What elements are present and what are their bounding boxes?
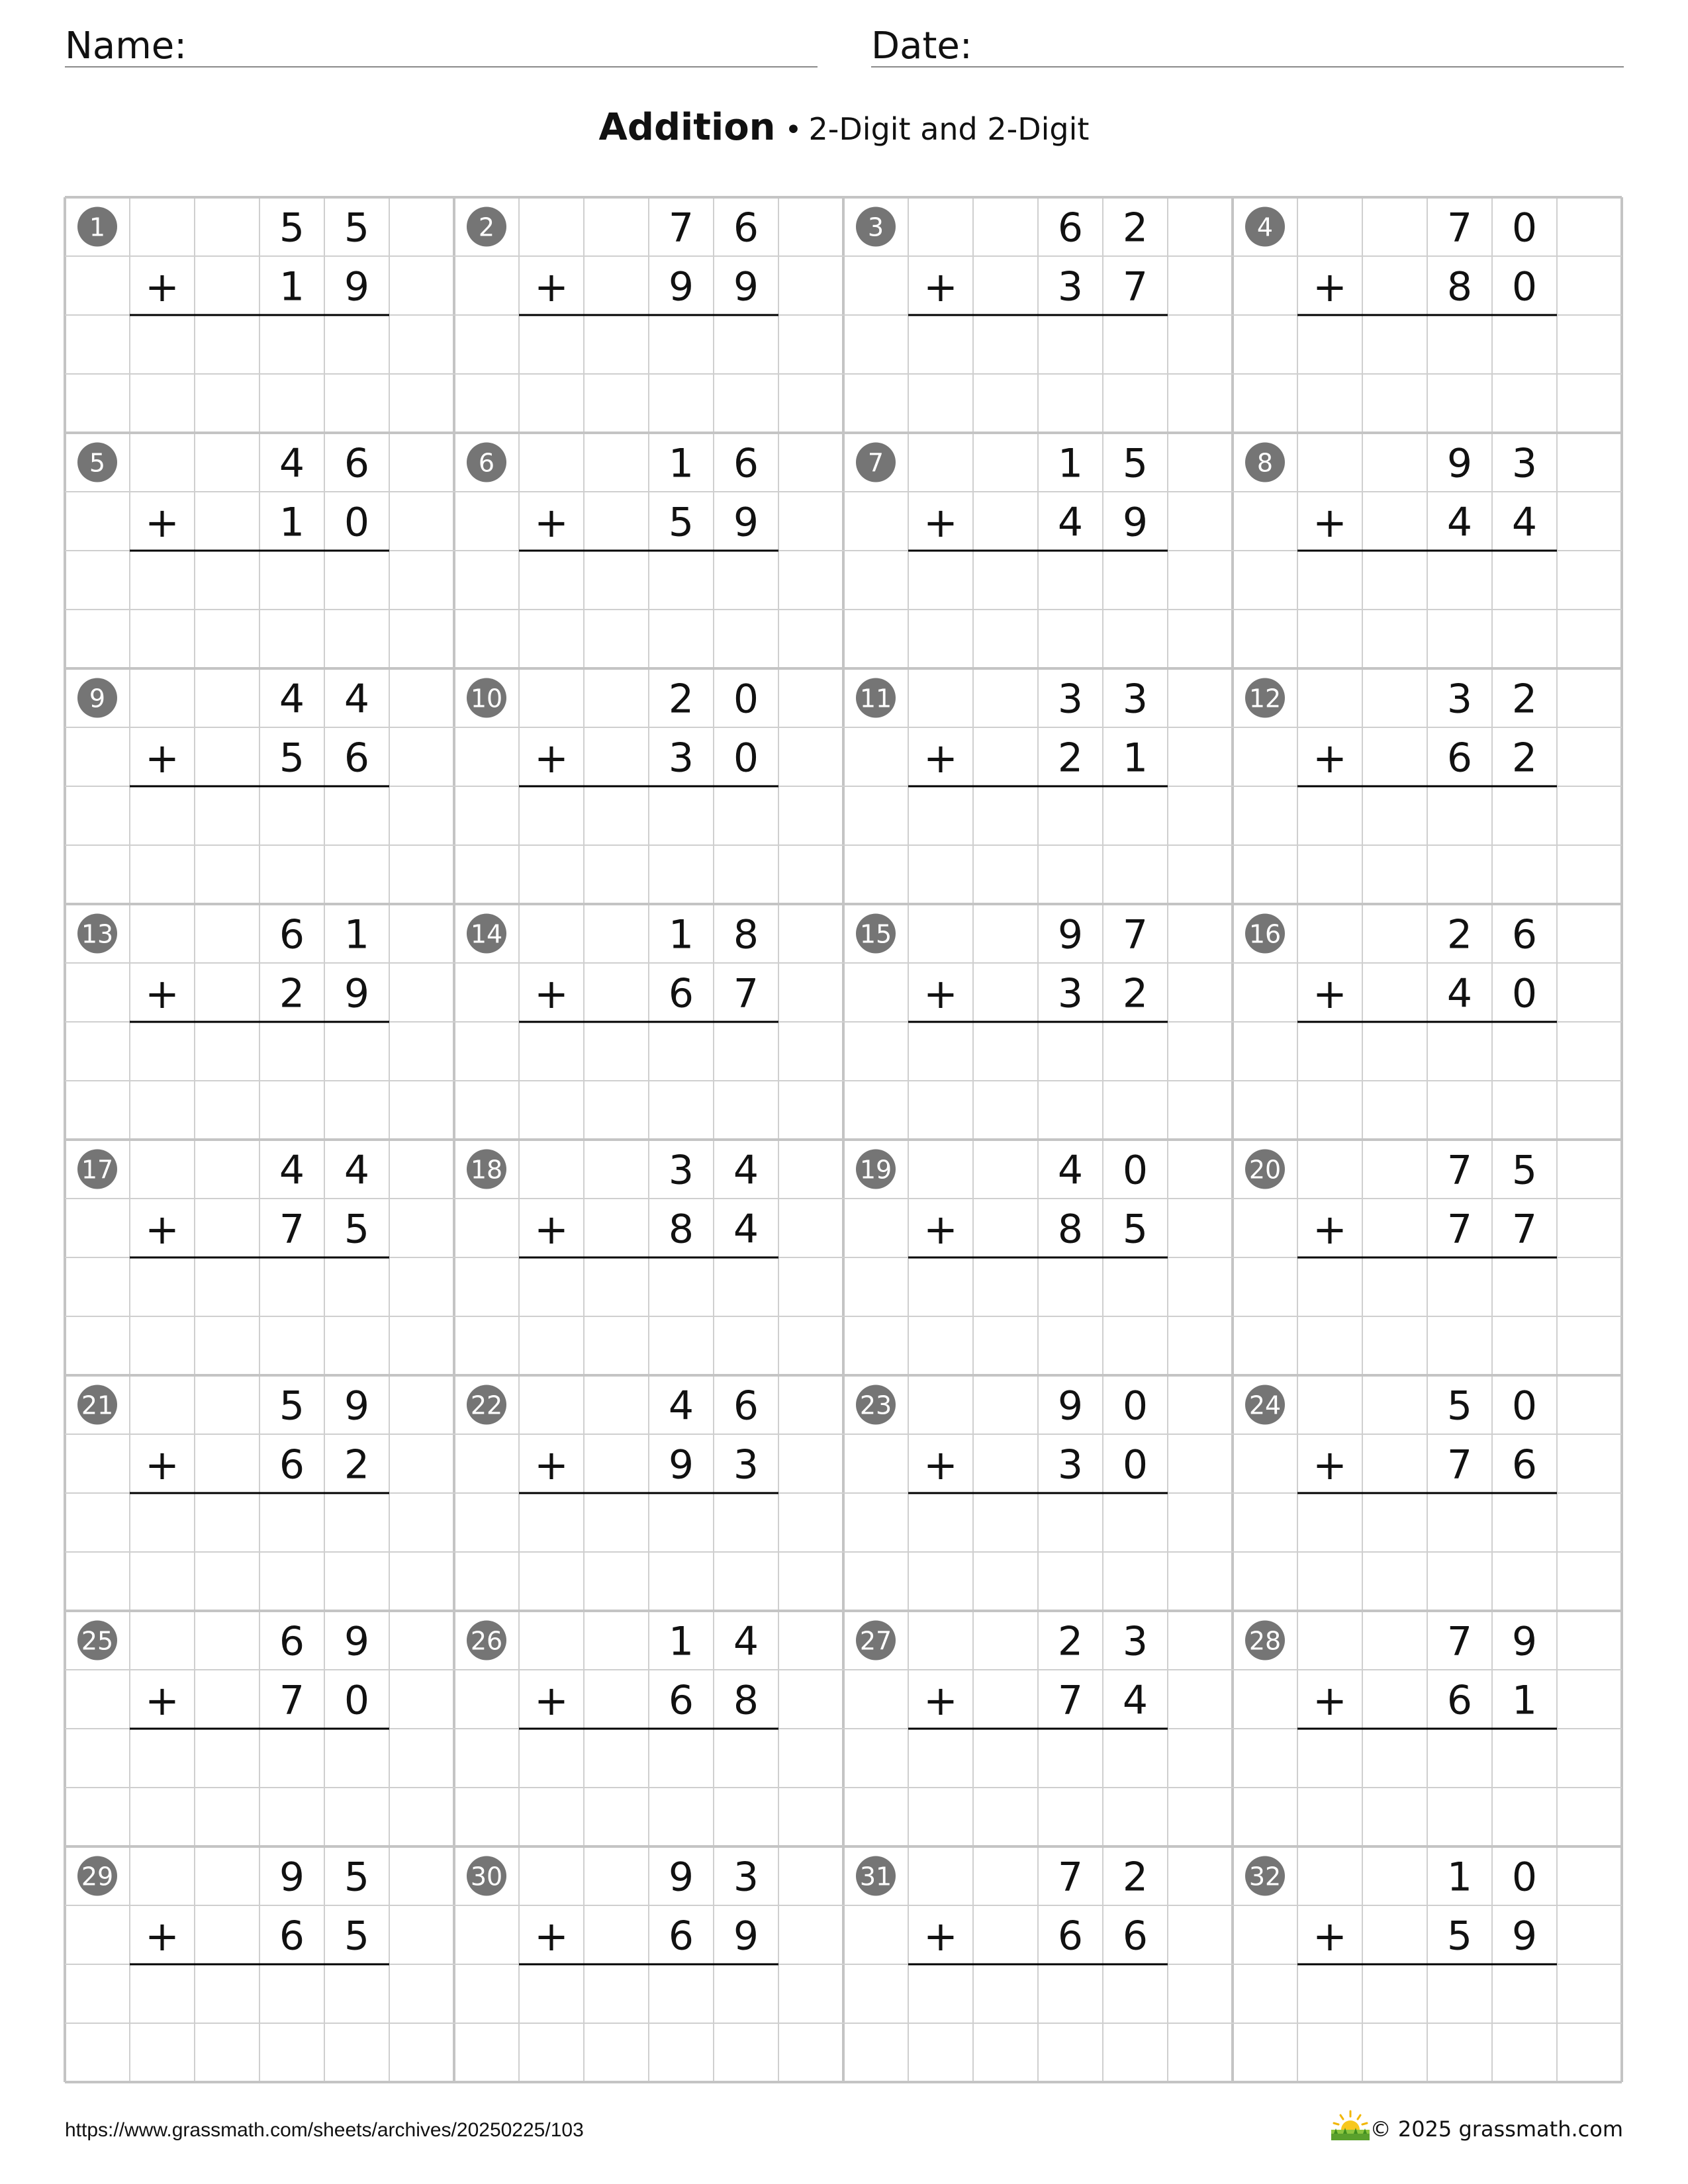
problem-number: 25 [81,1626,114,1656]
addend-bottom-digit: 7 [1446,1206,1473,1253]
addend-bottom-digit: 2 [1057,735,1084,782]
problem-number: 15 [859,919,892,949]
problem-number: 14 [470,919,503,949]
plus-sign: + [923,1205,958,1253]
plus-sign: + [534,263,569,311]
addend-bottom-digit: 7 [1057,1677,1084,1724]
plus-sign: + [534,970,569,1018]
addend-top-digit: 4 [668,1383,694,1430]
addend-bottom-digit: 3 [668,735,694,782]
plus-sign: + [534,498,569,547]
problem-32 [1245,1854,1557,2083]
answer-area[interactable] [130,1022,389,1140]
answer-area[interactable] [1297,786,1557,904]
addend-top-digit: 0 [1122,1383,1149,1430]
plus-sign: + [145,970,179,1018]
problem-number: 30 [470,1862,503,1891]
problem-number: 23 [859,1390,892,1420]
addend-top-digit: 2 [1057,1618,1084,1665]
addend-top-digit: 6 [279,1618,305,1665]
addend-bottom-digit: 0 [1511,263,1538,310]
answer-area[interactable] [908,1493,1168,1611]
plus-sign: + [1313,734,1347,782]
addend-bottom-digit: 4 [1446,970,1473,1017]
addend-top-digit: 8 [733,911,759,958]
addend-top-digit: 9 [1446,440,1473,487]
addend-top-digit: 9 [1057,1383,1084,1430]
problem-31 [856,1854,1168,2083]
problem-number: 13 [81,919,114,949]
addend-top-digit: 3 [1446,676,1473,723]
addend-bottom-digit: 0 [344,499,370,546]
addend-top-digit: 4 [344,1147,370,1194]
answer-area[interactable] [130,786,389,904]
problem-25 [77,1619,389,1847]
problem-19 [856,1148,1168,1376]
addend-bottom-digit: 6 [1446,735,1473,782]
problem-number: 2 [478,212,495,242]
addend-bottom-digit: 5 [344,1913,370,1960]
addend-top-digit: 5 [1122,440,1149,487]
addend-bottom-digit: 1 [1511,1677,1538,1724]
problem-24 [1245,1383,1557,1612]
addend-bottom-digit: 6 [1511,1441,1538,1488]
plus-sign: + [1313,498,1347,547]
addend-top-digit: 9 [1511,1618,1538,1665]
addend-bottom-digit: 5 [279,735,305,782]
problem-number: 11 [859,684,892,713]
problem-23 [856,1383,1168,1612]
problem-number: 31 [859,1862,892,1891]
plus-sign: + [145,1912,179,1960]
plus-sign: + [923,1912,958,1960]
addend-top-digit: 6 [1511,911,1538,958]
plus-sign: + [1313,1912,1347,1960]
problem-10 [467,676,778,905]
answer-area[interactable] [130,1257,389,1375]
addend-top-digit: 9 [668,1854,694,1901]
addend-top-digit: 6 [344,440,370,487]
problem-16 [1245,912,1557,1140]
addend-bottom-digit: 8 [1057,1206,1084,1253]
answer-area[interactable] [130,1493,389,1611]
answer-area[interactable] [908,551,1168,668]
problem-number: 5 [89,448,106,478]
addend-top-digit: 9 [1057,911,1084,958]
answer-area[interactable] [908,1257,1168,1375]
plus-sign: + [923,970,958,1018]
addend-top-digit: 3 [1057,676,1084,723]
plus-sign: + [1313,1676,1347,1725]
addend-top-digit: 4 [733,1147,759,1194]
addend-bottom-digit: 6 [668,1913,694,1960]
addend-top-digit: 3 [1122,1618,1149,1665]
problem-14 [467,912,778,1140]
addend-bottom-digit: 5 [668,499,694,546]
answer-area[interactable] [908,1022,1168,1140]
answer-area[interactable] [130,1964,389,2082]
addend-top-digit: 5 [344,205,370,251]
addend-bottom-digit: 9 [344,970,370,1017]
addend-bottom-digit: 6 [1122,1913,1149,1960]
plus-sign: + [145,734,179,782]
addend-bottom-digit: 8 [733,1677,759,1724]
problem-number: 12 [1248,684,1282,713]
addend-bottom-digit: 4 [1511,499,1538,546]
addend-top-digit: 4 [344,676,370,723]
plus-sign: + [534,1676,569,1725]
addend-bottom-digit: 9 [733,1913,759,1960]
addend-bottom-digit: 5 [1446,1913,1473,1960]
addend-bottom-digit: 9 [1511,1913,1538,1960]
addend-bottom-digit: 9 [733,263,759,310]
problem-number: 26 [470,1626,503,1656]
answer-area[interactable] [908,786,1168,904]
problem-26 [467,1619,778,1847]
plus-sign: + [1313,1205,1347,1253]
plus-sign: + [923,263,958,311]
addend-bottom-digit: 2 [1511,735,1538,782]
addend-top-digit: 0 [1122,1147,1149,1194]
answer-area[interactable] [519,1493,778,1611]
addend-bottom-digit: 6 [279,1441,305,1488]
problem-4 [1245,205,1557,433]
addend-top-digit: 7 [1446,1618,1473,1665]
plus-sign: + [1313,1441,1347,1489]
answer-area[interactable] [1297,1493,1557,1611]
answer-area[interactable] [519,1964,778,2082]
answer-area[interactable] [519,1729,778,1846]
problem-number: 9 [89,684,106,713]
answer-area[interactable] [908,1964,1168,2082]
problem-number: 4 [1256,212,1274,242]
addend-bottom-digit: 6 [668,970,694,1017]
plus-sign: + [1313,970,1347,1018]
addend-bottom-digit: 1 [1122,735,1149,782]
addend-top-digit: 4 [279,1147,305,1194]
problem-8 [1245,441,1557,669]
answer-area[interactable] [130,315,389,433]
addend-bottom-digit: 2 [279,970,305,1017]
problem-number: 6 [478,448,495,478]
problem-18 [467,1148,778,1376]
addend-top-digit: 2 [1511,676,1538,723]
problem-22 [467,1383,778,1612]
problem-number: 32 [1248,1862,1282,1891]
problem-number: 10 [470,684,503,713]
plus-sign: + [145,498,179,547]
addend-top-digit: 4 [279,676,305,723]
addend-top-digit: 0 [1511,205,1538,251]
problem-21 [77,1383,389,1612]
addend-top-digit: 7 [1446,205,1473,251]
addend-top-digit: 6 [1057,205,1084,251]
addend-bottom-digit: 2 [1122,970,1149,1017]
problem-27 [856,1619,1168,1847]
footer-copyright: © 2025 grassmath.com [1370,2116,1623,2142]
addend-top-digit: 4 [733,1618,759,1665]
problem-number: 7 [867,448,884,478]
problem-number: 27 [859,1626,892,1656]
addend-top-digit: 3 [1511,440,1538,487]
plus-sign: + [534,1441,569,1489]
plus-sign: + [534,1205,569,1253]
addend-bottom-digit: 7 [733,970,759,1017]
problem-number: 24 [1248,1390,1282,1420]
problem-number: 3 [867,212,884,242]
problem-6 [467,441,778,669]
addend-bottom-digit: 8 [1446,263,1473,310]
addend-top-digit: 1 [668,1618,694,1665]
answer-area[interactable] [130,551,389,668]
answer-area[interactable] [1297,1964,1557,2082]
plus-sign: + [1313,263,1347,311]
plus-sign: + [145,1441,179,1489]
title-main: Addition [598,106,776,149]
addend-top-digit: 6 [733,205,759,251]
answer-area[interactable] [1297,1729,1557,1846]
addend-top-digit: 0 [733,676,759,723]
addend-top-digit: 0 [1511,1383,1538,1430]
addend-bottom-digit: 5 [344,1206,370,1253]
problem-number: 19 [859,1155,892,1185]
addend-bottom-digit: 4 [1057,499,1084,546]
addend-bottom-digit: 9 [668,263,694,310]
problem-2 [467,205,778,433]
answer-area[interactable] [908,1729,1168,1846]
addend-bottom-digit: 7 [279,1206,305,1253]
problem-1 [77,205,389,433]
addend-bottom-digit: 3 [1057,970,1084,1017]
plus-sign: + [923,734,958,782]
addend-top-digit: 0 [1511,1854,1538,1901]
answer-area[interactable] [1297,551,1557,668]
addend-bottom-digit: 4 [1122,1677,1149,1724]
addend-top-digit: 5 [1511,1147,1538,1194]
answer-area[interactable] [519,786,778,904]
addend-bottom-digit: 1 [279,499,305,546]
addend-bottom-digit: 3 [733,1441,759,1488]
addend-bottom-digit: 9 [1122,499,1149,546]
problem-number: 21 [81,1390,114,1420]
plus-sign: + [145,263,179,311]
problem-number: 17 [81,1155,114,1185]
addend-bottom-digit: 8 [668,1206,694,1253]
addend-top-digit: 7 [1057,1854,1084,1901]
addend-bottom-digit: 9 [668,1441,694,1488]
plus-sign: + [145,1205,179,1253]
answer-area[interactable] [1297,1022,1557,1140]
addend-bottom-digit: 0 [733,735,759,782]
plus-sign: + [534,734,569,782]
problem-13 [77,912,389,1140]
addend-top-digit: 7 [1122,911,1149,958]
answer-area[interactable] [519,1257,778,1375]
problem-28 [1245,1619,1557,1847]
problem-number: 8 [1256,448,1274,478]
problem-number: 18 [470,1155,503,1185]
date-label: Date: [871,24,972,68]
plus-sign: + [145,1676,179,1725]
title-separator: • [784,113,802,147]
addend-top-digit: 1 [1446,1854,1473,1901]
answer-area[interactable] [1297,1257,1557,1375]
addend-bottom-digit: 0 [1511,970,1538,1017]
problem-30 [467,1854,778,2083]
problem-number: 1 [89,212,106,242]
addend-bottom-digit: 2 [344,1441,370,1488]
addend-bottom-digit: 3 [1057,263,1084,310]
grass-sun-logo-icon [1327,2109,1374,2142]
addend-top-digit: 5 [1446,1383,1473,1430]
addend-top-digit: 9 [344,1618,370,1665]
addend-top-digit: 7 [1446,1147,1473,1194]
plus-sign: + [534,1912,569,1960]
addend-top-digit: 6 [279,911,305,958]
problem-29 [77,1854,389,2083]
addend-top-digit: 6 [733,440,759,487]
answer-area[interactable] [519,315,778,433]
addend-top-digit: 2 [1446,911,1473,958]
addend-bottom-digit: 3 [1057,1441,1084,1488]
addend-top-digit: 5 [279,1383,305,1430]
addend-top-digit: 2 [668,676,694,723]
addend-bottom-digit: 6 [344,735,370,782]
problem-5 [77,441,389,669]
problem-12 [1245,676,1557,905]
addend-bottom-digit: 0 [1122,1441,1149,1488]
problem-number: 28 [1248,1626,1282,1656]
plus-sign: + [923,1676,958,1725]
addend-bottom-digit: 7 [279,1677,305,1724]
answer-area[interactable] [519,551,778,668]
addend-top-digit: 1 [1057,440,1084,487]
addend-top-digit: 1 [668,440,694,487]
addend-bottom-digit: 4 [1446,499,1473,546]
addend-bottom-digit: 9 [733,499,759,546]
problem-17 [77,1148,389,1376]
addend-top-digit: 2 [1122,205,1149,251]
addend-top-digit: 2 [1122,1854,1149,1901]
addend-bottom-digit: 5 [1122,1206,1149,1253]
addend-bottom-digit: 7 [1446,1441,1473,1488]
addend-bottom-digit: 6 [668,1677,694,1724]
addend-top-digit: 7 [668,205,694,251]
name-label: Name: [65,24,187,68]
answer-area[interactable] [519,1022,778,1140]
addend-bottom-digit: 6 [279,1913,305,1960]
addend-bottom-digit: 6 [1446,1677,1473,1724]
addend-top-digit: 5 [279,205,305,251]
addend-bottom-digit: 4 [733,1206,759,1253]
problem-number: 29 [81,1862,114,1891]
addend-top-digit: 3 [1122,676,1149,723]
problem-3 [856,205,1168,433]
problem-15 [856,912,1168,1140]
footer-url: https://www.grassmath.com/sheets/archives/20250225/103 [65,2119,584,2141]
problem-9 [77,676,389,905]
addend-bottom-digit: 7 [1122,263,1149,310]
addend-top-digit: 4 [279,440,305,487]
addend-top-digit: 4 [1057,1147,1084,1194]
addend-top-digit: 1 [668,911,694,958]
addend-top-digit: 9 [344,1383,370,1430]
problem-number: 20 [1248,1155,1282,1185]
addend-bottom-digit: 6 [1057,1913,1084,1960]
addend-top-digit: 3 [733,1854,759,1901]
answer-area[interactable] [908,315,1168,433]
problem-20 [1245,1148,1557,1376]
problem-11 [856,676,1168,905]
addend-top-digit: 6 [733,1383,759,1430]
answer-area[interactable] [130,1729,389,1846]
plus-sign: + [923,498,958,547]
addend-bottom-digit: 1 [279,263,305,310]
problem-number: 16 [1248,919,1282,949]
addend-bottom-digit: 7 [1511,1206,1538,1253]
addend-top-digit: 9 [279,1854,305,1901]
addend-bottom-digit: 0 [344,1677,370,1724]
addend-top-digit: 3 [668,1147,694,1194]
addend-top-digit: 1 [344,911,370,958]
addend-top-digit: 5 [344,1854,370,1901]
plus-sign: + [923,1441,958,1489]
addend-bottom-digit: 9 [344,263,370,310]
answer-area[interactable] [1297,315,1557,433]
problem-number: 22 [470,1390,503,1420]
title-subtitle: 2-Digit and 2-Digit [808,111,1090,147]
problem-7 [856,441,1168,669]
